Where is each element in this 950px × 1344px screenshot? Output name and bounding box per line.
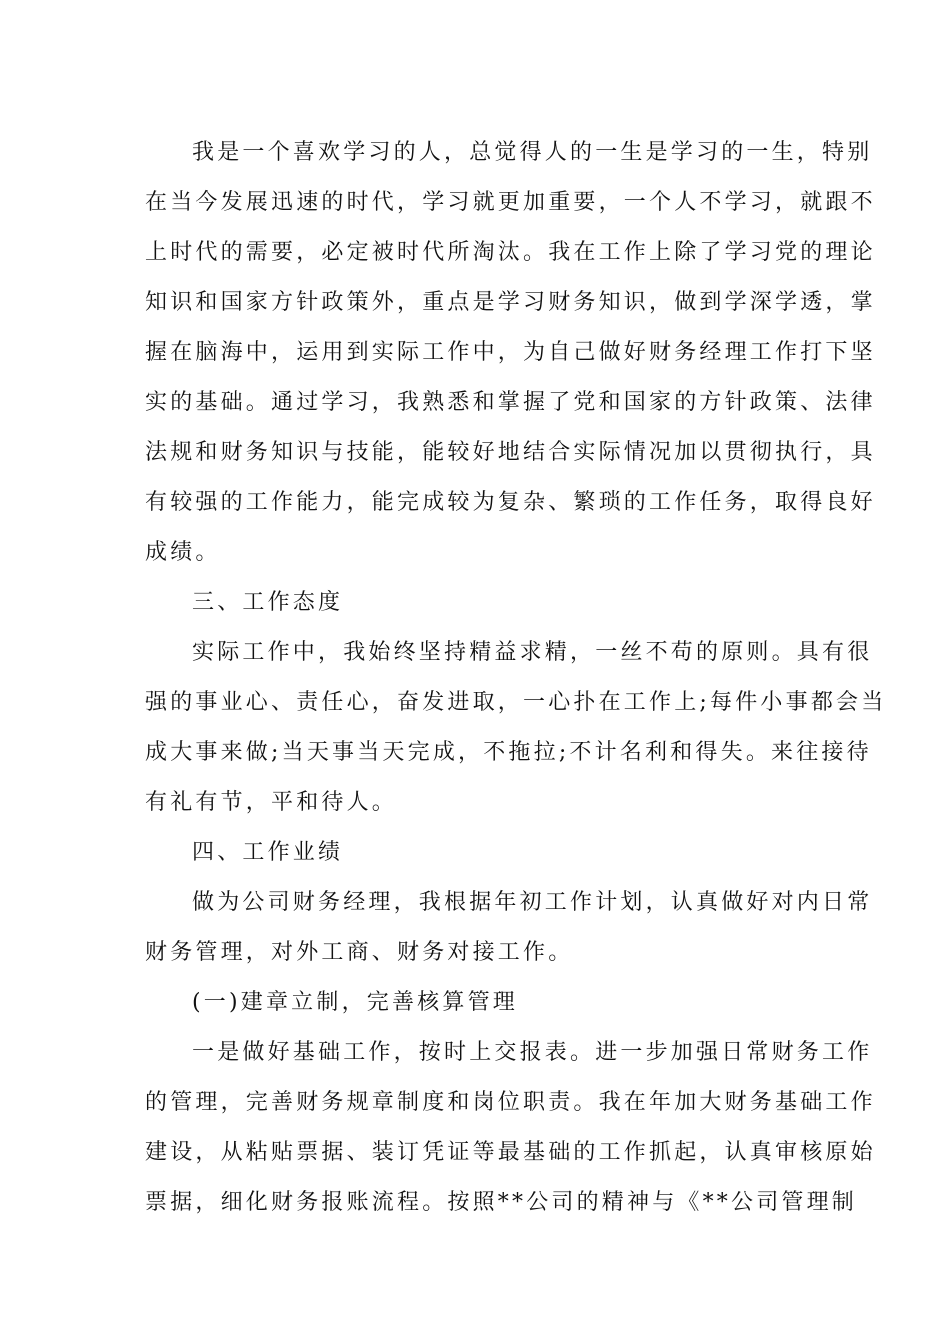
text-line: 握在脑海中，运用到实际工作中，为自己做好财务经理工作打下坚 — [145, 340, 876, 365]
text-line: 建设，从粘贴票据、装订凭证等最基础的工作抓起，认真审核原始 — [145, 1140, 876, 1165]
text-line: 上时代的需要，必定被时代所淘汰。我在工作上除了学习党的理论 — [145, 240, 876, 265]
text-line: 成绩。 — [145, 540, 221, 565]
text-line: 一是做好基础工作，按时上交报表。进一步加强日常财务工作 — [192, 1040, 873, 1065]
text-line: 实际工作中，我始终坚持精益求精，一丝不苟的原则。具有很 — [192, 640, 873, 665]
text-line: 有礼有节，平和待人。 — [145, 790, 398, 815]
text-line: 知识和国家方针政策外，重点是学习财务知识，做到学深学透，掌 — [145, 290, 876, 315]
text-line: 法规和财务知识与技能，能较好地结合实际情况加以贯彻执行，具 — [145, 440, 876, 465]
section-heading: 三、工作态度 — [192, 590, 344, 615]
text-line: 在当今发展迅速的时代，学习就更加重要，一个人不学习，就跟不 — [145, 190, 876, 215]
text-line: 成大事来做;当天事当天完成，不拖拉;不计名利和得失。来往接待 — [145, 740, 872, 765]
text-line: 我是一个喜欢学习的人，总觉得人的一生是学习的一生，特别 — [192, 140, 873, 165]
text-line: 有较强的工作能力，能完成较为复杂、繁琐的工作任务，取得良好 — [145, 490, 876, 515]
section-heading: 四、工作业绩 — [192, 840, 344, 865]
text-line: 的管理，完善财务规章制度和岗位职责。我在年加大财务基础工作 — [145, 1090, 876, 1115]
text-line: 做为公司财务经理，我根据年初工作计划，认真做好对内日常 — [192, 890, 873, 915]
section-heading: (一)建章立制，完善核算管理 — [192, 990, 518, 1015]
text-line: 实的基础。通过学习，我熟悉和掌握了党和国家的方针政策、法律 — [145, 390, 876, 415]
document-body — [145, 128, 887, 1228]
text-line: 票据，细化财务报账流程。按照**公司的精神与《**公司管理制 — [145, 1190, 858, 1215]
text-line: 财务管理，对外工商、财务对接工作。 — [145, 940, 574, 965]
text-line: 强的事业心、责任心，奋发进取，一心扑在工作上;每件小事都会当 — [145, 690, 887, 715]
